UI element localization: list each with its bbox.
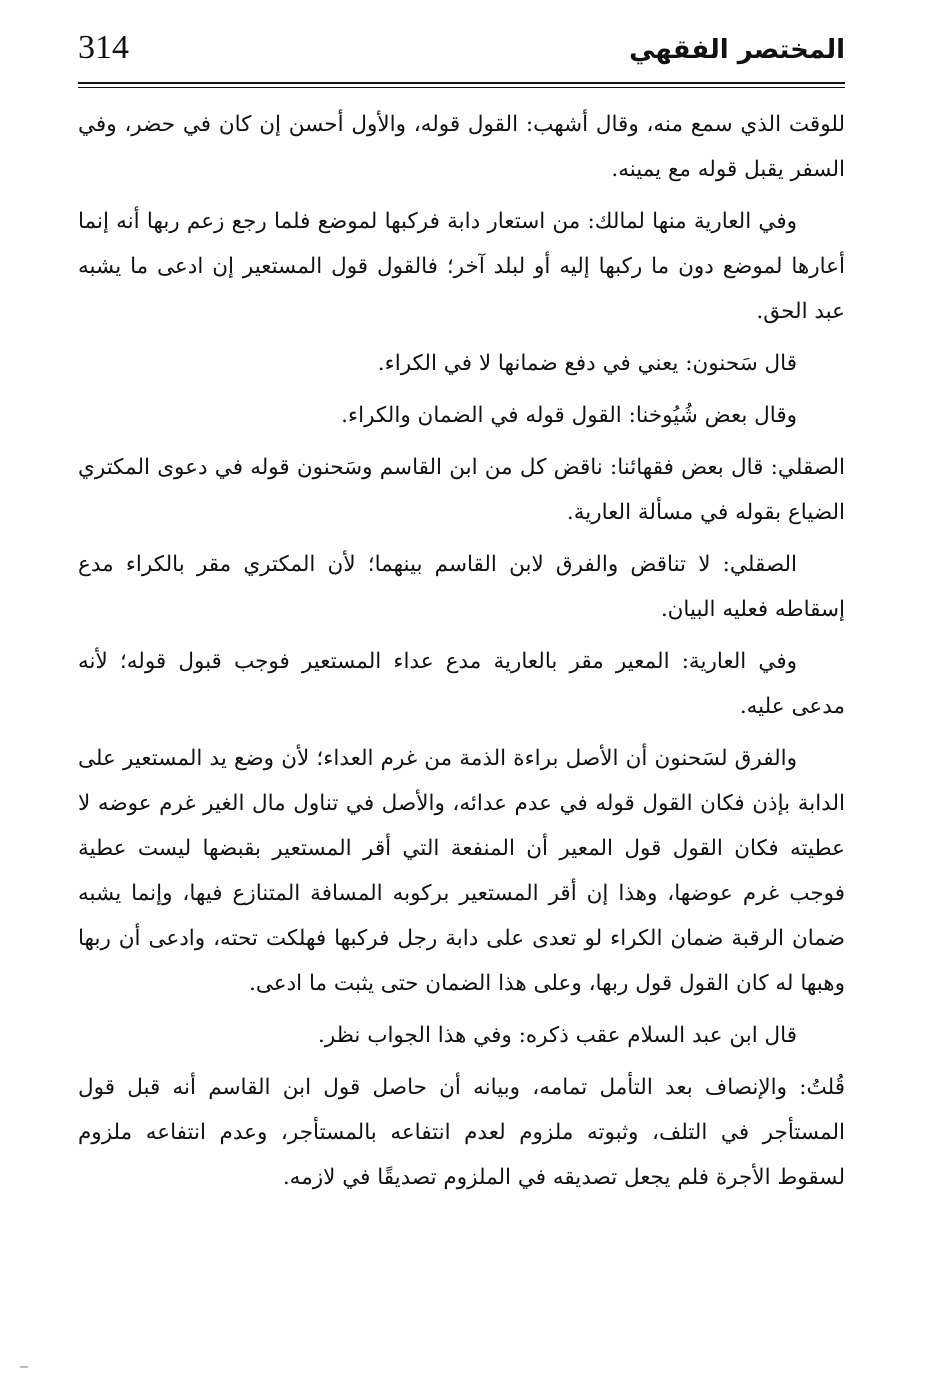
paragraph: قال سَحنون: يعني في دفع ضمانها لا في الكراء. [377, 351, 797, 376]
paragraph: للوقت الذي سمع منه، وقال أشهب: القول قوله، والأول أحسن إن كان في حضر، وفي السفر يقبل قوله مع يمينه. [78, 112, 845, 182]
scan-mark [20, 1366, 28, 1368]
paragraph: قُلتُ: والإنصاف بعد التأمل تمامه، وبيانه أن حاصل قول ابن القاسم أنه قبل قول المستأجر في التلف، وثبوته ملزوم لعدم انتفاعه بالمستأجر، وعدم انتفاعه ملزوم لسقوط الأجرة فلم يجعل تصديقه في الملزوم تصديقًا في لازمه. [78, 1075, 845, 1190]
paragraph: الصقلي: لا تناقض والفرق لابن القاسم بينهما؛ لأن المكتري مقر بالكراء مدع إسقاطه فعليه البيان. [78, 552, 845, 622]
header-rule-thin [78, 87, 845, 88]
header-rule [78, 82, 845, 84]
paragraph: والفرق لسَحنون أن الأصل براءة الذمة من غرم العداء؛ لأن وضع يد المستعير على الدابة بإذن فكان القول قوله في عدم عدائه، والأصل في تناول مال الغير غرم عوضه لا عطيته فكان القول قول المعير أن المنفعة التي أقر المستعير بقبضها ليست عطية فوجب غرم عوضها، وهذا إن أقر المستعير بركوبه المسافة المتنازع فيها، وإنما يشبه ضمان الرقبة ضمان الكراء لو تعدى على دابة رجل فركبها فهلكت تحته، وادعى أن ربها وهبها له كان القول قول ربها، وعلى هذا الضمان حتى يثبت ما ادعى. [78, 746, 845, 996]
paragraph: وفي العارية منها لمالك: من استعار دابة فركبها لموضع فلما رجع زعم ربها أنه إنما أعارها لموضع دون ما ركبها إليه أو لبلد آخر؛ فالقول قول المستعير إن ادعى ما يشبه عبد الحق. [78, 209, 845, 324]
paragraph: وقال بعض شُيُوخنا: القول قوله في الضمان والكراء. [341, 403, 797, 428]
page-header [78, 22, 845, 84]
paragraph: قال ابن عبد السلام عقب ذكره: وفي هذا الجواب نظر. [318, 1023, 797, 1048]
body-text [78, 102, 845, 1207]
paragraph: وفي العارية: المعير مقر بالعارية مدع عداء المستعير فوجب قبول قوله؛ لأنه مدعى عليه. [78, 649, 845, 719]
running-title: المختصر الفقهي [629, 35, 845, 65]
page-number: 314 [78, 29, 129, 66]
paragraph: الصقلي: قال بعض فقهائنا: ناقض كل من ابن القاسم وسَحنون قوله في دعوى المكتري الضياع بقوله في مسألة العارية. [78, 455, 845, 525]
